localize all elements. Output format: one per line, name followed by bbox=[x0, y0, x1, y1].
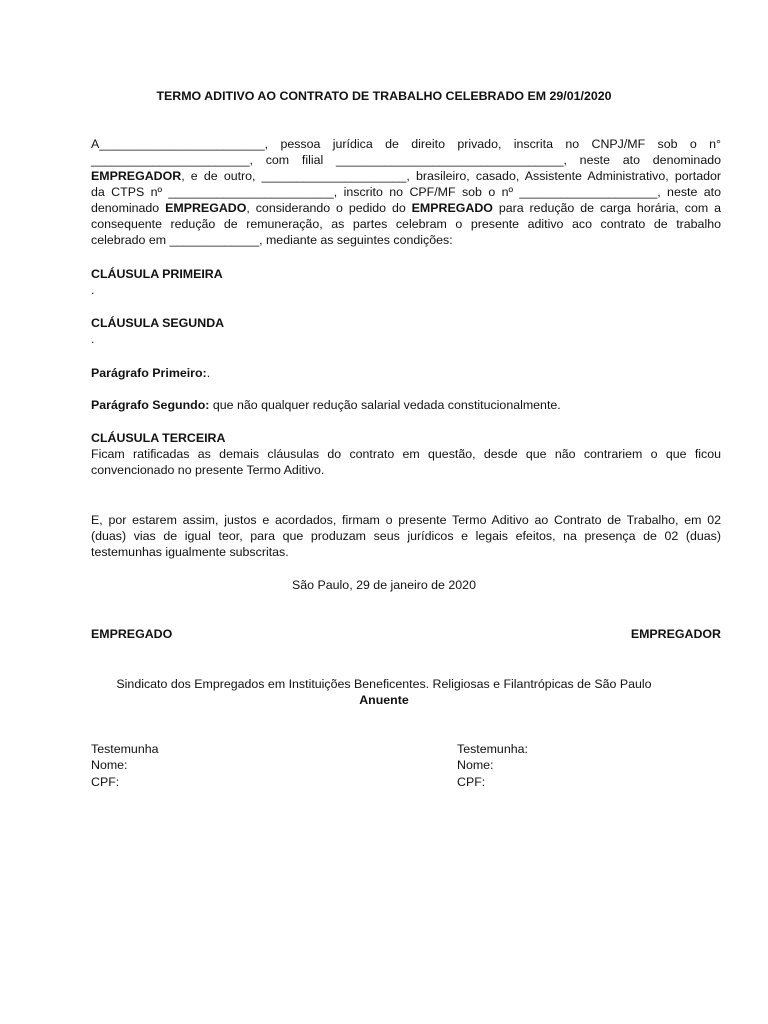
employer-term: EMPREGADOR bbox=[91, 169, 182, 183]
witness-left-cpf-label: CPF: bbox=[91, 775, 120, 789]
employee-term: EMPREGADO bbox=[165, 201, 247, 215]
closing-line-1: E, por estarem assim, justos e acordados, firmam o presente Termo Aditivo ao Contrato de Trabalho, em 02 bbox=[91, 513, 721, 527]
paragraph-1-label: Parágrafo Primeiro: bbox=[91, 366, 207, 380]
clause-3-heading: CLÁUSULA TERCEIRA bbox=[91, 431, 226, 445]
clause-3-line-1: Ficam ratificadas as demais cláusulas do contrato em questão, desde que não contrariem o que ficou bbox=[91, 447, 721, 461]
clause-3-line-2: convencionado no presente Termo Aditivo. bbox=[91, 463, 325, 477]
signature-employee: EMPREGADO bbox=[91, 627, 173, 641]
witness-left-name-label: Nome: bbox=[91, 758, 128, 772]
clause-1-heading: CLÁUSULA PRIMEIRA bbox=[91, 267, 223, 281]
clause-1-body: . bbox=[91, 283, 95, 297]
paragraph-1: Parágrafo Primeiro:. bbox=[91, 366, 211, 380]
document-title: TERMO ADITIVO AO CONTRATO DE TRABALHO CELEBRADO EM 29/01/2020 bbox=[156, 89, 612, 103]
intro-line-1: A________________________, pessoa jurídica de direito privado, inscrita no CNPJ/MF sob o n° bbox=[91, 137, 721, 151]
paragraph-2-label: Parágrafo Segundo: bbox=[91, 398, 210, 412]
union-role: Anuente bbox=[359, 693, 409, 707]
intro-line-2: _______________________, com filial _________________________________, neste ato denominado bbox=[91, 153, 721, 167]
intro-line-3: EMPREGADOR, e de outro, _____________________, brasileiro, casado, Assistente Administrativo, portador bbox=[91, 169, 721, 183]
clause-2-heading: CLÁUSULA SEGUNDA bbox=[91, 316, 225, 330]
intro-line-6: consequente redução de remuneração, as partes celebram o presente aditivo aco contrato de trabalho bbox=[91, 217, 721, 231]
place-date: São Paulo, 29 de janeiro de 2020 bbox=[292, 578, 476, 592]
signature-employer: EMPREGADOR bbox=[630, 627, 721, 641]
union-name: Sindicato dos Empregados em Instituições Beneficentes. Religiosas e Filantrópicas de São Paulo bbox=[116, 677, 652, 691]
intro-line-4: da CTPS nº ________________________, inscrito no CPF/MF sob o nº ____________________, neste ato bbox=[91, 185, 721, 199]
closing-line-2: (duas) vias de igual teor, para que produzam seus jurídicos e legais efeitos, na presença de 02 (duas) bbox=[91, 529, 721, 543]
witness-right-label: Testemunha: bbox=[457, 742, 528, 756]
witness-left-label: Testemunha bbox=[91, 742, 159, 756]
witness-right-name-label: Nome: bbox=[457, 758, 494, 772]
intro-line-5: denominado EMPREGADO, considerando o pedido do EMPREGADO para redução de carga horária, com a bbox=[91, 201, 721, 215]
closing-line-3: testemunhas igualmente subscritas. bbox=[91, 545, 289, 559]
intro-line-7: celebrado em _____________, mediante as seguintes condições: bbox=[91, 233, 453, 247]
paragraph-2: Parágrafo Segundo: que não qualquer redução salarial vedada constitucionalmente. bbox=[91, 398, 561, 412]
witness-right-cpf-label: CPF: bbox=[457, 775, 486, 789]
clause-2-body: . bbox=[91, 332, 95, 346]
employee-term: EMPREGADO bbox=[411, 201, 493, 215]
